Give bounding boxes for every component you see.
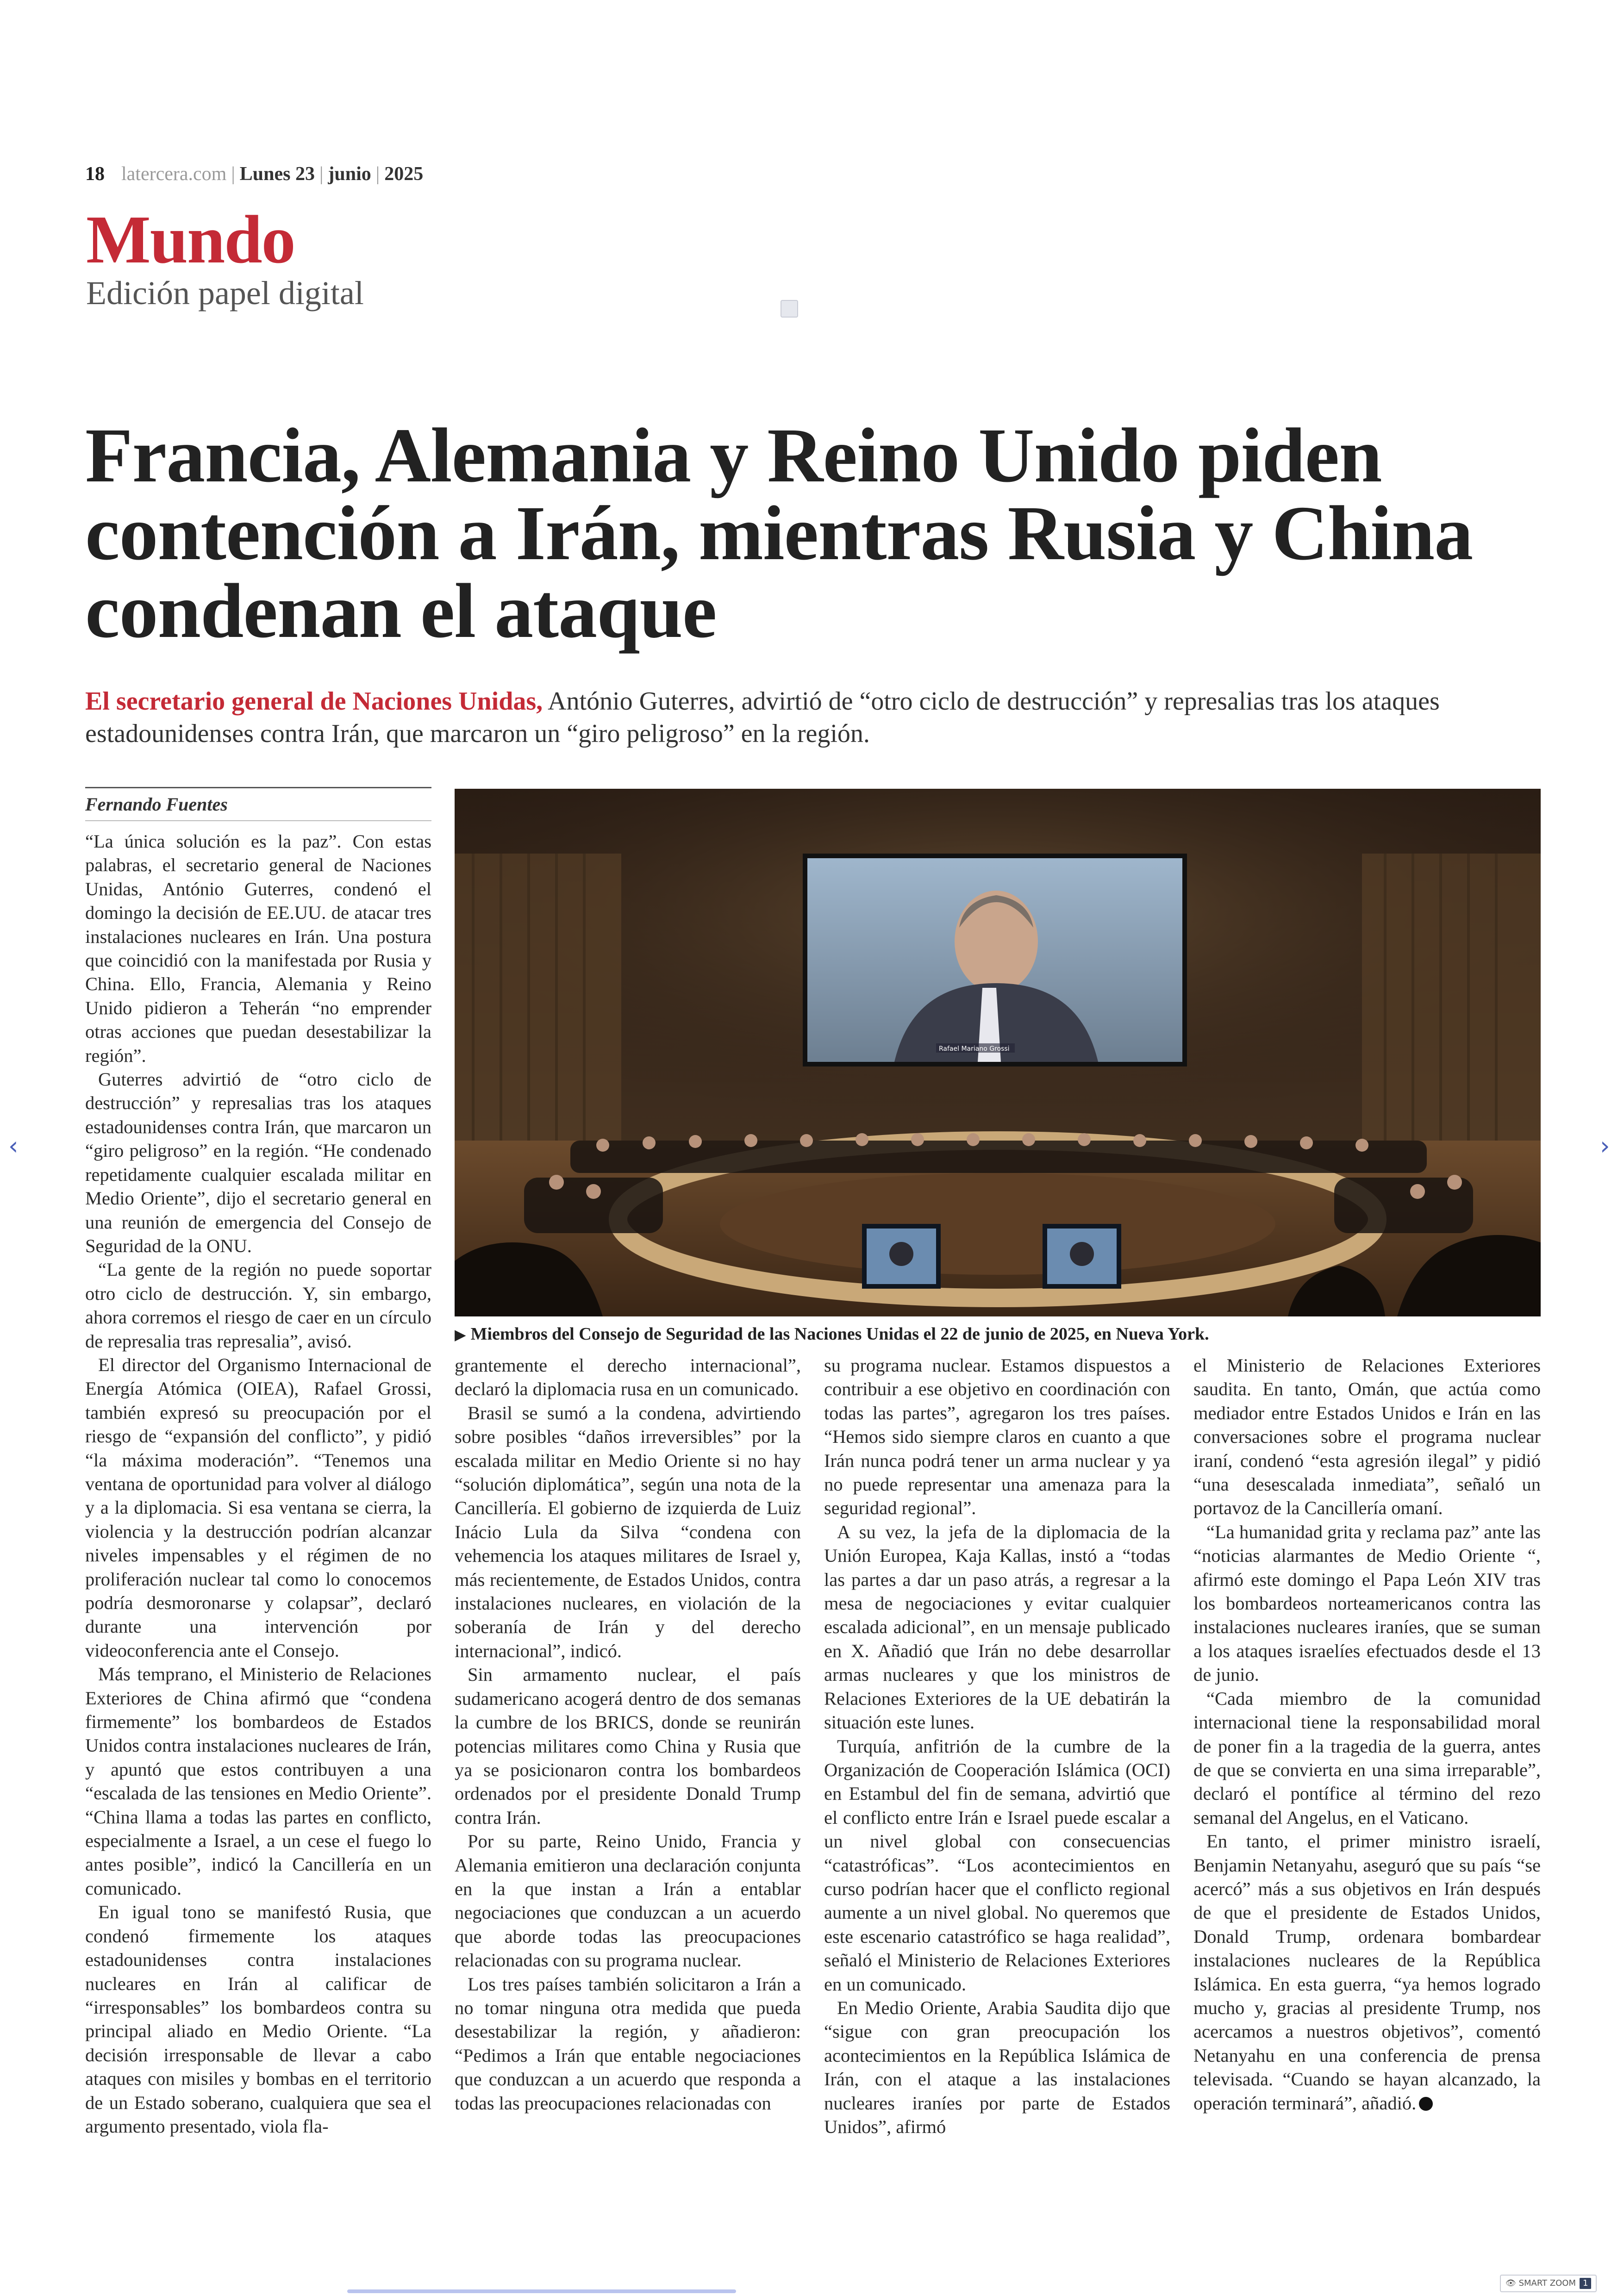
paragraph: En Medio Oriente, Arabia Saudita dijo que “sigue con gran preocupación los acontecimientos en la República Islámica de Irán, con el ataque a las instalaciones nucleares iraníes por parte de Estados Unidos”, afirmó (824, 1997, 1170, 2137)
page-indicator: 1 (1580, 2278, 1591, 2289)
screen-name-label: Rafael Mariano Grossi (939, 1045, 1010, 1053)
embed-placeholder-icon[interactable] (781, 300, 798, 318)
paragraph: Por su parte, Reino Unido, Francia y Alemania emitieron una declaración conjunta en la que instan a Irán a entablar negociaciones que conduzcan a un acuerdo que aborde todas las preocupaciones relacionadas con su programa nuclear. (455, 1831, 801, 1971)
article-column-2 (455, 1353, 801, 2115)
paragraph: El director del Organismo Internacional de Energía Atómica (OIEA), Rafael Grossi, también expresó su preocupación por el riesgo de “expansión del conflicto”, y pidió “la máxima moderación”. “Tenemos una ventana de oportunidad para volver al diálogo y a la diplomacia. Si esa ventana se cierra, la violencia y la destrucción podrían alcanzar niveles impensables y el régimen de no proliferación nuclear tal como lo conocemos podría desmoronarse y colapsar”, declaró durante una intervención por videoconferencia ante el Consejo. (85, 1354, 431, 1661)
byline: Fernando Fuentes (85, 794, 228, 815)
security-council-photo (455, 789, 1541, 1316)
paragraph: Más temprano, el Ministerio de Relaciones Exteriores de China afirmó que “condena firmemente” los bombardeos de Estados Unidos contra instalaciones nucleares de Irán, y apuntó que estos contribuyen a una “escalada de las tensiones en Medio Oriente”. “China llama a todas las partes en conflicto, especialmente a Israel, a un cese el fuego lo antes posible”, indicó la Cancillería en un comunicado. (85, 1664, 431, 1899)
paragraph: “Cada miembro de la comunidad internacional tiene la responsabilidad moral de poner fin a la tragedia de la guerra, antes de que se convierta en una sima irreparable”, declaró el pontífice al término del rezo semanal del Angelus, en el Vaticano. (1193, 1688, 1541, 1828)
previous-page-button[interactable] (8, 1131, 19, 1160)
paragraph: Los tres países también solicitaron a Irán a no tomar ninguna otra medida que pueda desestabilizar la región, y añadieron: “Pedimos a Irán que entable negociaciones que conduzcan a un acuerdo que responda a todas las preocupaciones relacionadas con (455, 1973, 801, 2114)
edition-label: Edición papel digital (86, 274, 364, 312)
separator: | (231, 163, 235, 185)
deck-lead: El secretario general de Naciones Unidas, (85, 687, 543, 716)
date-year: 2025 (384, 163, 424, 185)
separator: | (319, 163, 324, 185)
article-deck (85, 685, 1497, 750)
deck-text: António Guterres, advirtió de “otro ciclo de destrucción” y represalias tras los ataques estadounidenses contra Irán, que marcaron un “giro peligroso” en la región. (85, 687, 1440, 748)
paragraph: Turquía, anfitrión de la cumbre de la Organización de Cooperación Islámica (OCI) en Estambul del fin de semana, advirtió que el conflicto entre Irán e Israel puede escalar a un nivel global con consecuencias “catastróficas”. “Los acontecimientos en curso podrían hacer que el conflicto regional aumente a un nivel global. No queremos que este escenario catastrófico se haga realidad”, señaló el Ministerio de Relaciones Exteriores en un comunicado. (824, 1735, 1170, 1995)
site-name: latercera.com (121, 163, 227, 185)
separator: | (375, 163, 380, 185)
paragraph: “La humanidad grita y reclama paz” ante las “noticias alarmantes de Medio Oriente “, afirmó este domingo el Papa León XIV tras los bombardeos norteamericanos contra las instalaciones nucleares iraníes, que se suman a los ataques israelíes efectuados desde el 13 de junio. (1193, 1521, 1541, 1685)
eye-icon: 👁 (1505, 2278, 1516, 2288)
paragraph: el Ministerio de Relaciones Exteriores saudita. En tanto, Omán, que actúa como mediador entre Estados Unidos e Irán en las conversaciones sobre el programa nuclear iraní, condenó “esta agresión ilegal” y pidió “una desescalada inmediata”, señaló un portavoz de la Cancillería omaní. (1193, 1355, 1541, 1519)
section-title: Mundo (86, 202, 295, 278)
date-day: Lunes 23 (239, 163, 315, 185)
article-photo (455, 789, 1541, 1316)
horizontal-scrollbar[interactable] (347, 2289, 736, 2293)
paragraph: En igual tono se manifestó Rusia, que condenó firmemente los ataques estadounidenses contra instalaciones nucleares en Irán al calificar de “irresponsables” los bombardeos contra su principal aliado en Medio Oriente. “La decisión irresponsable de llevar a cabo ataques con misiles y bombas en el territorio de un Estado soberano, cualquiera que sea el argumento presentado, viola fla- (85, 1902, 431, 2137)
smart-zoom-button[interactable] (1500, 2275, 1597, 2292)
caption-arrow-icon: ▶ (455, 1326, 466, 1343)
date-month: junio (328, 163, 371, 185)
article-column-3 (824, 1353, 1170, 2139)
chevron-right-icon: › (1600, 1131, 1610, 1160)
byline-rule (85, 787, 431, 788)
photo-caption-text: Miembros del Consejo de Seguridad de las Naciones Unidas el 22 de junio de 2025, en Nueva York. (470, 1324, 1209, 1344)
photo-caption (455, 1322, 1566, 1347)
article-column-4 (1193, 1353, 1541, 2115)
page-number: 18 (85, 163, 105, 185)
next-page-button[interactable] (1600, 1131, 1610, 1160)
paragraph (1193, 1829, 1541, 2115)
smart-zoom-label: SMART ZOOM (1518, 2278, 1576, 2288)
byline-divider (85, 820, 431, 821)
paragraph: Sin armamento nuclear, el país sudamericano acogerá dentro de dos semanas la cumbre de los BRICS, donde se reunirán potencias militares como China y Rusia que ya se posicionaron contra los bombardeos ordenados por el presidente Donald Trump contra Irán. (455, 1664, 801, 1828)
paragraph: A su vez, la jefa de la diplomacia de la Unión Europea, Kaja Kallas, instó a “todas las partes a dar un paso atrás, a regresar a la mesa de negociaciones y evitar cualquier escalada adicional”, en un mensaje publicado en X. Añadió que Irán no debe desarrollar armas nucleares y que los ministros de Relaciones Exteriores de la UE debatirán la situación este lunes. (824, 1521, 1170, 1733)
paragraph: “La gente de la región no puede soportar otro ciclo de destrucción. Y, sin embargo, ahora corremos el riesgo de caer en un círculo de represalia tras represalia”, avisó. (85, 1259, 431, 1352)
paragraph: Guterres advirtió de “otro ciclo de destrucción” y represalias tras los ataques estadounidenses contra Irán, que marcaron un “giro peligroso” en la región. “He condenado repetidamente cualquier escalada militar en Medio Oriente”, dijo el secretario general en una reunión de emergencia del Consejo de Seguridad de la ONU. (85, 1069, 431, 1256)
paragraph: “La única solución es la paz”. Con estas palabras, el secretario general de Naciones Unidas, António Guterres, condenó el domingo la decisión de EE.UU. de atacar tres instalaciones nucleares en Irán. Una postura que coincidió con la manifestada por Rusia y China. Ello, Francia, Alemania y Reino Unido pidieron a Teherán “no emprender otras acciones que puedan desestabilizar la región”. (85, 831, 431, 1066)
article-headline: Francia, Alemania y Reino Unido piden contención a Irán, mientras Rusia y China condenan el ataque (85, 412, 1473, 654)
page-folio (85, 161, 423, 187)
paragraph: grantemente el derecho internacional”, declaró la diplomacia rusa en un comunicado. (455, 1355, 801, 1400)
end-of-article-icon (1419, 2097, 1433, 2111)
article-column-1 (85, 829, 431, 2138)
paragraph: Brasil se sumó a la condena, advirtiendo sobre posibles “daños irreversibles” por la escalada militar en Medio Oriente si no hay “solución diplomática”, según una nota de la Cancillería. El gobierno de izquierda de Luiz Inácio Lula da Silva “condena con vehemencia los ataques militares de Israel y, más recientemente, de Estados Unidos, contra instalaciones nucleares, en violación de la soberanía de Irán y del derecho internacional”, indicó. (455, 1402, 801, 1661)
paragraph-text: En tanto, el primer ministro israelí, Benjamin Netanyahu, aseguró que su país “se acercó” más a sus objetivos en Irán después de que el presidente de Estados Unidos, Donald Trump, ordenara bombardear instalaciones nucleares de la República Islámica. En esta guerra, “ya hemos logrado mucho y, gracias al presidente Trump, nos acercamos a nuestros objetivos”, comentó Netanyahu en una conferencia de prensa televisada. “Cuando se hayan alcanzado, la operación terminará”, añadió. (1193, 1831, 1541, 2114)
paragraph: su programa nuclear. Estamos dispuestos a contribuir a ese objetivo en coordinación con todas las partes”, agregaron los tres países. “Hemos sido siempre claros en cuanto a que Irán nunca podrá tener un arma nuclear y ya no puede representar una amenaza para la seguridad regional”. (824, 1355, 1170, 1519)
chevron-left-icon: ‹ (8, 1131, 19, 1160)
